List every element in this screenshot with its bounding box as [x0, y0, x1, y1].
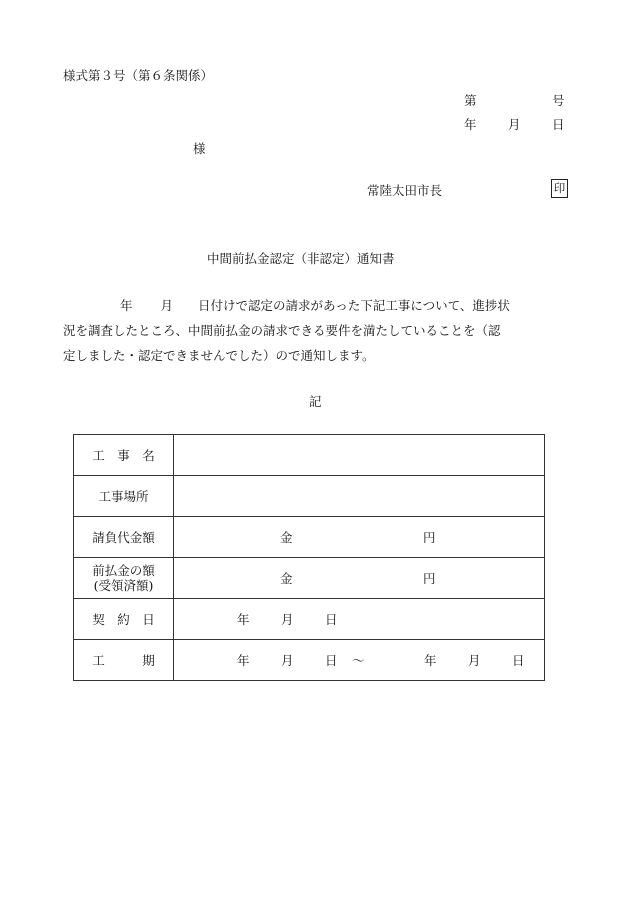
yen-suffix: 円 [423, 530, 436, 545]
label-advance-line-2: (受領済額) [93, 578, 154, 593]
period-tilde: ～ [352, 653, 365, 668]
body-month: 月 [160, 298, 174, 313]
table-row [74, 435, 545, 476]
date-year: 年 [464, 117, 477, 132]
yen-prefix: 金 [280, 530, 293, 545]
table-row [74, 558, 545, 599]
contract-month: 月 [281, 612, 294, 627]
body-year: 年 [120, 298, 133, 313]
label-project-name: 工 事 名 [74, 435, 174, 476]
period-start-month: 月 [281, 653, 294, 668]
table-row [74, 517, 545, 558]
label-construction-period: 工 期 [74, 640, 174, 681]
seal-stamp: 印 [551, 179, 568, 198]
doc-number-suffix: 号 [552, 93, 565, 108]
label-contract-amount: 請負代金額 [74, 517, 174, 558]
body-line-1 [63, 293, 583, 318]
label-advance-line-1: 前払金の額 [92, 563, 155, 578]
issuer: 常陸太田市長 [367, 183, 443, 198]
value-contract-amount[interactable] [174, 517, 545, 558]
doc-number-prefix: 第 [464, 93, 477, 108]
contract-year: 年 [237, 612, 250, 627]
yen-suffix: 円 [423, 571, 436, 586]
addressee-suffix: 様 [193, 141, 206, 156]
value-contract-date[interactable] [174, 599, 545, 640]
table-row [74, 640, 545, 681]
document-title: 中間前払金認定（非認定）通知書 [207, 251, 395, 266]
period-end-month: 月 [468, 653, 481, 668]
form-number: 様式第３号（第６条関係） [63, 68, 214, 83]
contract-day: 日 [325, 612, 338, 627]
yen-prefix: 金 [280, 571, 293, 586]
label-project-location: 工事場所 [74, 476, 174, 517]
table-row [74, 599, 545, 640]
date-day: 日 [552, 117, 565, 132]
body-line-1-text: 日付けで認定の請求があった下記工事について、進捗状 [198, 298, 510, 313]
period-end-day: 日 [512, 653, 525, 668]
details-table [73, 434, 545, 681]
label-advance-amount [74, 558, 174, 599]
table-row [74, 476, 545, 517]
label-contract-date: 契 約 日 [74, 599, 174, 640]
period-start-day: 日 [325, 653, 338, 668]
date-month: 月 [508, 117, 521, 132]
value-project-name[interactable] [174, 435, 545, 476]
body-line-3: 定しました・認定できませんでした）ので通知します。 [63, 348, 375, 363]
note-heading: 記 [309, 394, 322, 409]
body-paragraph [63, 293, 583, 368]
value-construction-period[interactable] [174, 640, 545, 681]
value-project-location[interactable] [174, 476, 545, 517]
body-line-2: 況を調査したところ、中間前払金の請求できる要件を満たしていることを（認 [63, 323, 501, 338]
value-advance-amount[interactable] [174, 558, 545, 599]
period-start-year: 年 [237, 653, 250, 668]
period-end-year: 年 [424, 653, 437, 668]
